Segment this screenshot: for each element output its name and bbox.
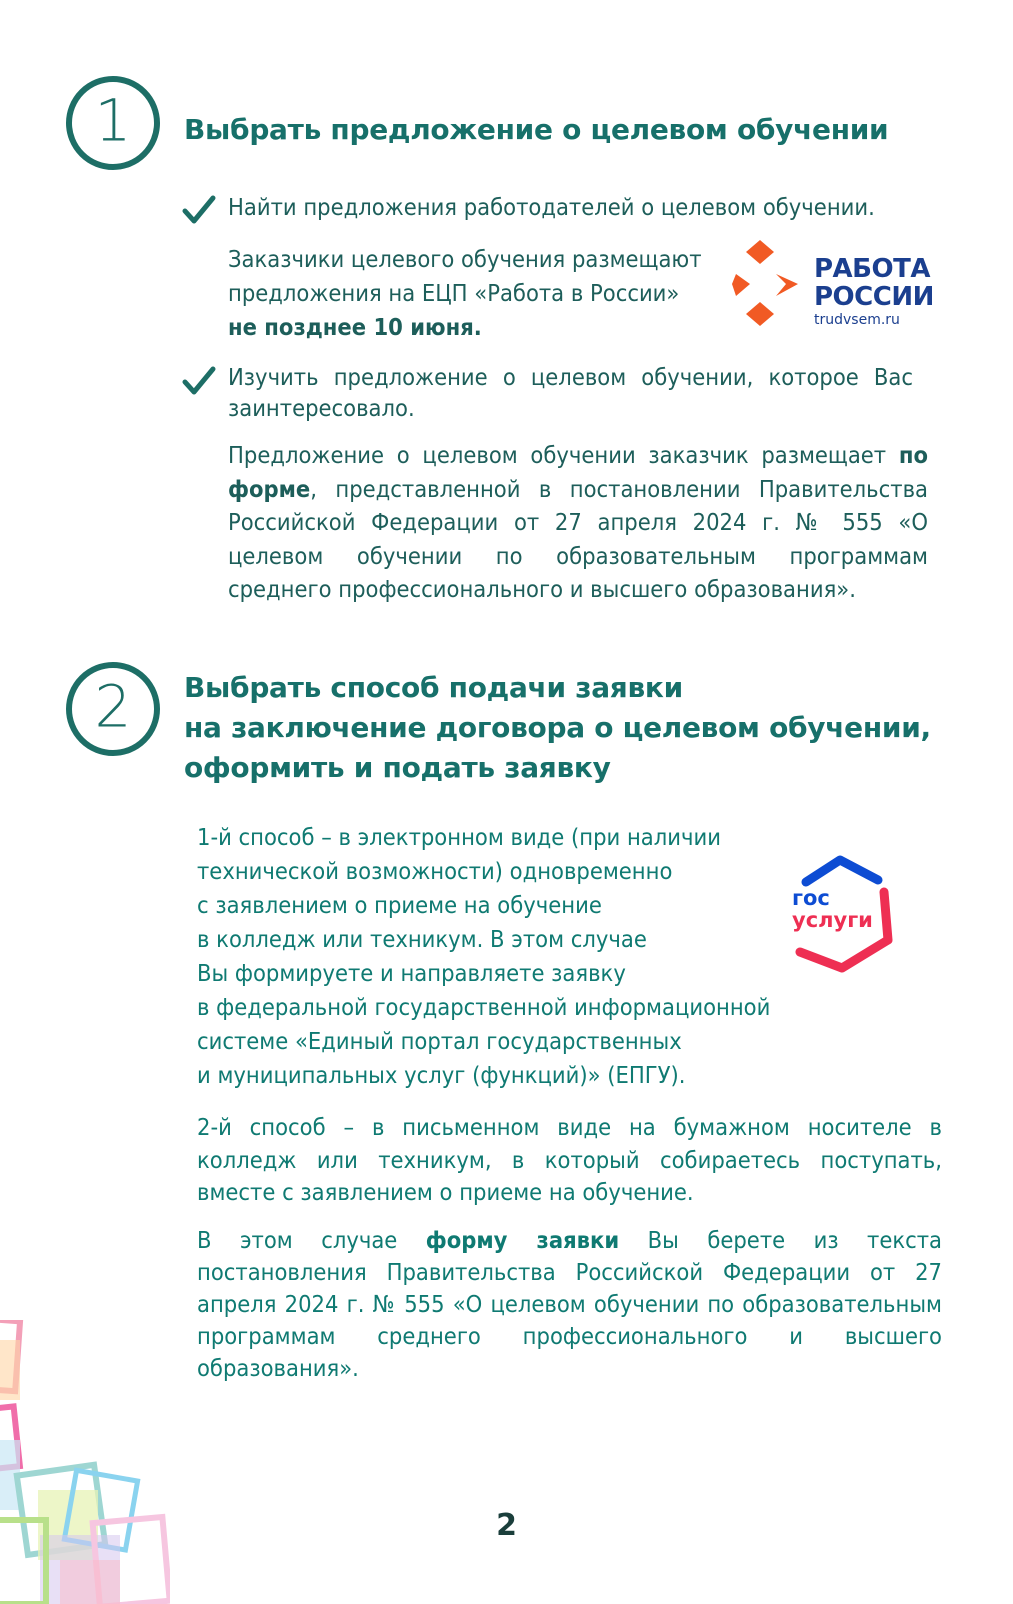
rabota-logo-line-2: РОССИИ xyxy=(814,282,934,312)
step-1-title: Выбрать предложение о целевом обучении xyxy=(184,113,889,146)
title-line: оформить и подать заявку xyxy=(184,751,611,784)
paragraph-text: , представленной в постановлении Правительства Российской Федерации от 27 апреля 2024 г. № 555 «О целевом обучении по образовательным программам среднего профессионального и высшего образования». xyxy=(228,474,928,604)
deadline-text: не позднее 10 июня. xyxy=(228,313,482,341)
step-2-way-2: 2-й способ – в письменном виде на бумажном носителе в колледж или техникум, в который собираетесь поступать, вместе с заявлением о приеме на обучение. xyxy=(197,1113,942,1206)
step-2-title xyxy=(184,668,931,788)
rabota-rossii-logo xyxy=(732,238,932,334)
paragraph-line: предложения на ЕЦП «Работа в России» xyxy=(228,279,680,307)
step-2-way-1 xyxy=(197,820,817,1092)
way-1-line: системе «Единый портал государственных xyxy=(197,1027,682,1055)
checkmark-icon xyxy=(182,195,216,225)
rabota-logo-line-1: РАБОТА xyxy=(814,254,930,284)
title-line: Выбрать способ подачи заявки xyxy=(184,671,683,704)
step-1-paragraph-2 xyxy=(228,439,928,607)
way-1-line: в колледж или техникум. В этом случае xyxy=(197,925,647,953)
way-1-line: 1-й способ – в электронном виде (при наличии xyxy=(197,823,721,851)
step-1-item-1: Найти предложения работодателей о целевом обучении. xyxy=(228,193,875,221)
decorative-squares xyxy=(0,1320,170,1604)
title-line: на заключение договора о целевом обучении, xyxy=(184,711,931,744)
paragraph-line: Заказчики целевого обучения размещают xyxy=(228,245,702,273)
step-2-number: 2 xyxy=(94,672,132,741)
step-1-paragraph-1 xyxy=(228,242,728,344)
gosuslugi-logo xyxy=(782,852,898,978)
form-link-text: по форме xyxy=(228,441,928,503)
step-1-number: 1 xyxy=(94,86,132,155)
page-number: 2 xyxy=(496,1508,517,1543)
way-1-line: с заявлением о приеме на обучение xyxy=(197,891,602,919)
way-1-line: технической возможности) одновременно xyxy=(197,857,673,885)
way-1-line: и муниципальных услуг (функций)» (ЕПГУ). xyxy=(197,1061,686,1089)
rabota-rossii-logo-mark xyxy=(732,238,804,328)
way-1-line: Вы формируете и направляете заявку xyxy=(197,959,626,987)
gosuslugi-logo-line-2: услуги xyxy=(792,908,873,932)
way-1-line: в федеральной государственной информационной xyxy=(197,993,771,1021)
gosuslugi-logo-line-1: гос xyxy=(792,886,830,910)
step-2-paragraph xyxy=(197,1224,942,1384)
rabota-logo-url: trudvsem.ru xyxy=(814,312,900,328)
form-link-text: форму заявки xyxy=(425,1226,620,1254)
checkmark-icon xyxy=(182,366,216,396)
paragraph-text: В этом случае xyxy=(197,1226,426,1254)
paragraph-text: Предложение о целевом обучении заказчик размещает xyxy=(228,441,887,469)
step-1-number-circle xyxy=(66,76,160,170)
paragraph-text: Вы берете из текста постановления Правительства Российской Федерации от 27 апреля 2024 г. № 555 «О целевом обучении по образовательным программам среднего профессионального и высшего образования». xyxy=(197,1226,942,1382)
step-2-number-circle xyxy=(66,662,160,756)
step-1-item-2: Изучить предложение о целевом обучении, которое Вас заинтересовало. xyxy=(228,363,913,422)
